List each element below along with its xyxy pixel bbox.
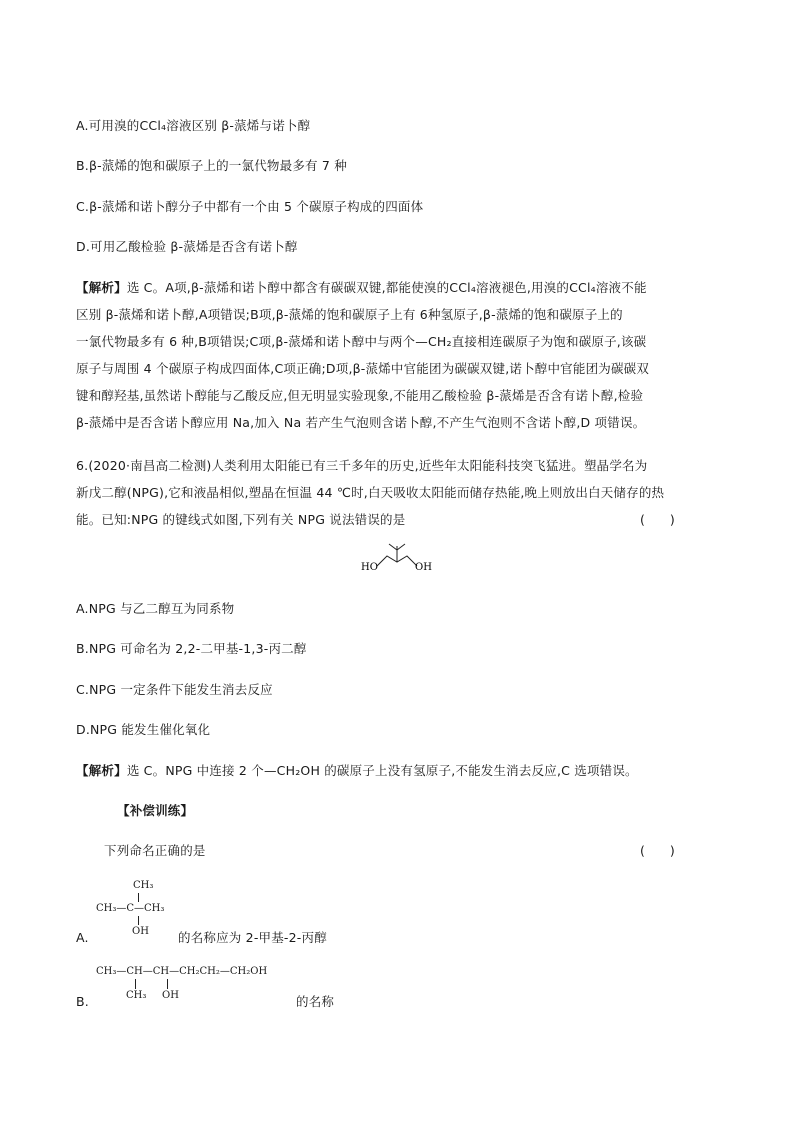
option-a: A.NPG 与乙二醇互为同系物 bbox=[76, 601, 235, 616]
formula-top: CH₃ bbox=[133, 880, 154, 891]
supplement-tag: 【补偿训练】 bbox=[117, 803, 194, 818]
formula-sub-oh: OH bbox=[162, 990, 179, 1001]
analysis-line-6: β-蒎烯中是否含诺卜醇应用 Na,加入 Na 若产生气泡则含诺卜醇,不产生气泡则不含诺卜醇,D 项错误。 bbox=[76, 415, 646, 430]
bond-line bbox=[138, 893, 139, 902]
analysis-line-3: 一氯代物最多有 6 种,B项错误;C项,β-蒎烯和诺卜醇中与两个—CH₂直接相连碳原子为饱和碳原子,该碳 bbox=[76, 334, 647, 349]
bond-line bbox=[138, 916, 139, 925]
question-6-line-1: 6.(2020·南昌高二检测)人类利用太阳能已有三千多年的历史,近些年太阳能科技突飞猛进。塑晶学名为 bbox=[76, 458, 648, 473]
option-b: B.NPG 可命名为 2,2-二甲基-1,3-丙二醇 bbox=[76, 641, 307, 656]
analysis-tag: 【解析】 bbox=[76, 280, 127, 295]
option-a: A.可用溴的CCl₄溶液区别 β-蒎烯与诺卜醇 bbox=[76, 118, 311, 133]
question-6-line-3: 能。已知:NPG 的键线式如图,下列有关 NPG 说法错误的是 bbox=[76, 512, 406, 527]
analysis-q6: 【解析】选 C。NPG 中连接 2 个—CH₂OH 的碳原子上没有氢原子,不能发生消去反应,C 选项错误。 bbox=[76, 763, 638, 778]
option-c: C.NPG 一定条件下能发生消去反应 bbox=[76, 682, 273, 697]
supplement-stem: 下列命名正确的是 bbox=[104, 843, 206, 858]
bond-line bbox=[135, 979, 136, 989]
option-d: D.NPG 能发生催化氧化 bbox=[76, 722, 211, 737]
formula-bottom: OH bbox=[132, 926, 149, 937]
option-d: D.可用乙酸检验 β-蒎烯是否含有诺卜醇 bbox=[76, 239, 298, 254]
answer-paren: ( ) bbox=[640, 512, 675, 527]
analysis-line-4: 原子与周围 4 个碳原子构成四面体,C项正确;D项,β-蒎烯中官能团为碳碳双键,诺卜醇中官能团为碳碳双 bbox=[76, 361, 650, 376]
analysis-line-2: 区别 β-蒎烯和诺卜醇,A项错误;B项,β-蒎烯的饱和碳原子上有 6种氢原子,β-蒎烯的饱和碳原子上的 bbox=[76, 307, 623, 322]
answer-paren: ( ) bbox=[640, 843, 675, 858]
structure-label-ho: HO bbox=[361, 562, 378, 573]
option-b-label: B. bbox=[76, 994, 89, 1009]
formula-main: CH₃—C—CH₃ bbox=[96, 903, 165, 914]
analysis-line-5: 键和醇羟基,虽然诺卜醇能与乙酸反应,但无明显实验现象,不能用乙酸检验 β-蒎烯是否含有诺卜醇,检验 bbox=[76, 388, 644, 403]
npg-structure bbox=[355, 538, 445, 578]
option-a-text: 的名称应为 2-甲基-2-丙醇 bbox=[178, 930, 327, 945]
bond-line bbox=[167, 979, 168, 989]
structure-label-oh: OH bbox=[415, 562, 432, 573]
question-6-line-2: 新戊二醇(NPG),它和液晶相似,塑晶在恒温 44 ℃时,白天吸收太阳能而储存热能,晚上则放出白天储存的热 bbox=[76, 485, 665, 500]
option-a-label: A. bbox=[76, 930, 89, 945]
analysis-tag: 【解析】 bbox=[76, 763, 127, 778]
formula-main: CH₃—CH—CH—CH₂CH₂—CH₂OH bbox=[96, 966, 268, 977]
option-b-text: 的名称 bbox=[296, 994, 335, 1009]
option-b: B.β-蒎烯的饱和碳原子上的一氯代物最多有 7 种 bbox=[76, 158, 347, 173]
formula-sub-ch3: CH₃ bbox=[126, 990, 147, 1001]
option-c: C.β-蒎烯和诺卜醇分子中都有一个由 5 个碳原子构成的四面体 bbox=[76, 199, 424, 214]
analysis-line-1: 【解析】选 C。A项,β-蒎烯和诺卜醇中都含有碳碳双键,都能使溴的CCl₄溶液褪色,用溴的CCl₄溶液不能 bbox=[76, 280, 647, 295]
